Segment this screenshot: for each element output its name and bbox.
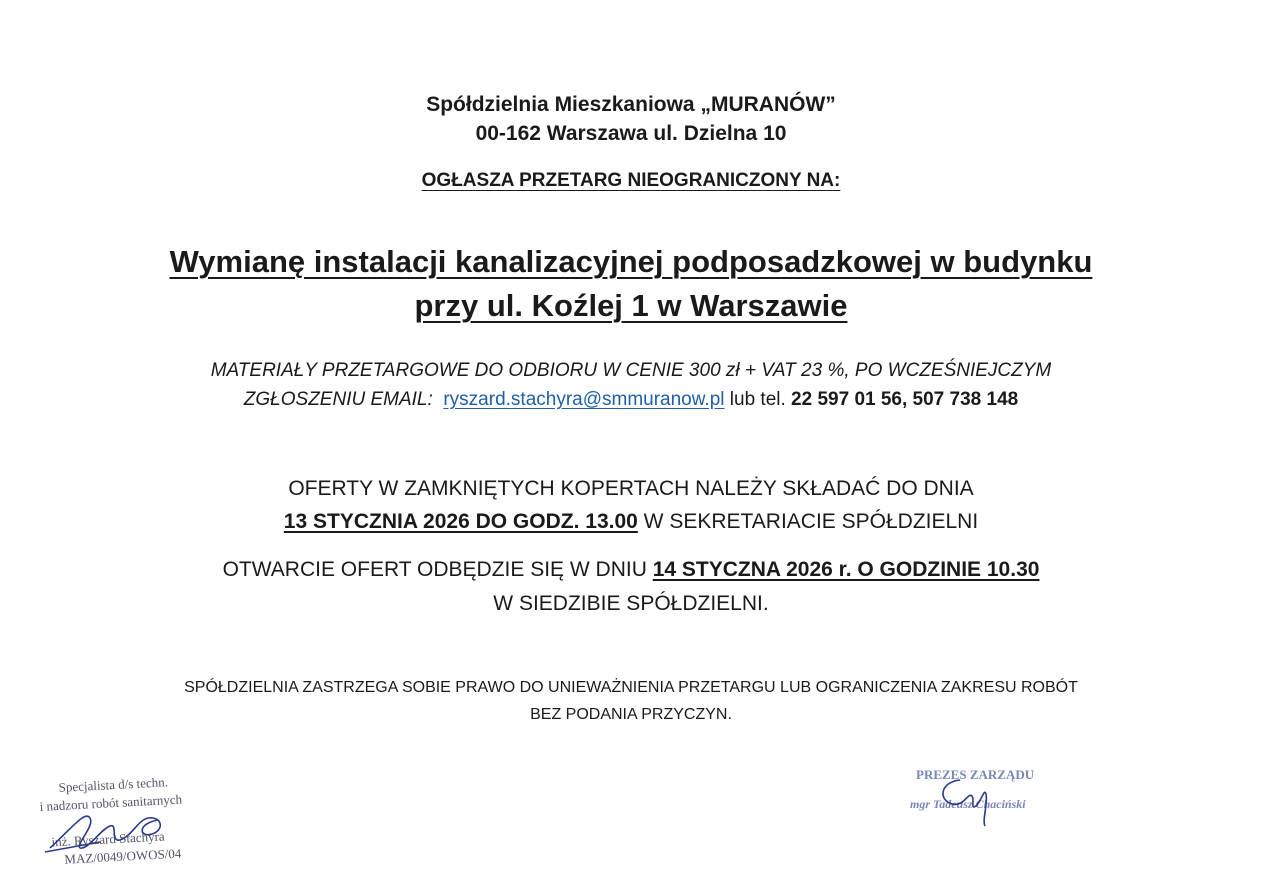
email-label: ZGŁOSZENIU EMAIL: (243, 389, 433, 410)
stamp-left-line3: inż. Ryszard Stachyra (51, 828, 165, 850)
opening-date: 14 STYCZNA 2026 r. O GODZINIE 10.30 (652, 558, 1040, 581)
opening-line (0, 558, 1262, 582)
stamp-left-line1: Specjalista d/s techn. (58, 774, 169, 795)
opening-place: W SIEDZIBIE SPÓŁDZIELNI. (493, 592, 769, 615)
organization-name: Spółdzielnia Mieszkaniowa „MURANÓW” (426, 93, 836, 116)
organization-address: 00-162 Warszawa ul. Dzielna 10 (475, 122, 787, 145)
phone-label: lub tel. (729, 389, 786, 410)
offers-place: W SEKRETARIACIE SPÓŁDZIELNI (643, 510, 979, 533)
opening-label: OTWARCIE OFERT ODBĘDZIE SIĘ W DNIU (222, 558, 647, 581)
reservation-line1: SPÓŁDZIELNIA ZASTRZEGA SOBIE PRAWO DO UNIEWAŻNIENIA PRZETARGU LUB OGRANICZENIA ZAKRESU ROBÓT (184, 679, 1078, 696)
stamp-left-line4: MAZ/0049/OWOS/04 (64, 845, 182, 867)
email-link[interactable]: ryszard.stachyra@smmuranow.pl (443, 389, 725, 410)
offers-deadline: 13 STYCZNIA 2026 DO GODZ. 13.00 (283, 510, 638, 533)
stamp-right-name: mgr Tadeusz Chaciński (910, 797, 1026, 811)
materials-line1: MATERIAŁY PRZETARGOWE DO ODBIORU W CENIE 300 zł + VAT 23 %, PO WCZEŚNIEJCZYM (210, 360, 1052, 381)
tender-subject-line1: Wymianę instalacji kanalizacyjnej podposadzkowej w budynku (169, 244, 1093, 279)
president-signature (930, 770, 1010, 830)
tender-subject-line2: przy ul. Koźlej 1 w Warszawie (414, 288, 848, 323)
stamp-left-line2: i nadzoru robót sanitarnych (39, 791, 183, 814)
materials-line2 (0, 389, 1262, 411)
offers-deadline-line (0, 510, 1262, 534)
announcement-heading: OGŁASZA PRZETARG NIEOGRANICZONY NA: (421, 170, 841, 191)
phone-numbers: 22 597 01 56, 507 738 148 (791, 389, 1019, 410)
stamp-right-title: PREZES ZARZĄDU (916, 767, 1035, 782)
specialist-signature (40, 790, 190, 860)
reservation-line2: BEZ PODANIA PRZYCZYN. (530, 706, 732, 723)
offers-instruction: OFERTY W ZAMKNIĘTYCH KOPERTACH NALEŻY SKŁADAĆ DO DNIA (288, 477, 974, 500)
